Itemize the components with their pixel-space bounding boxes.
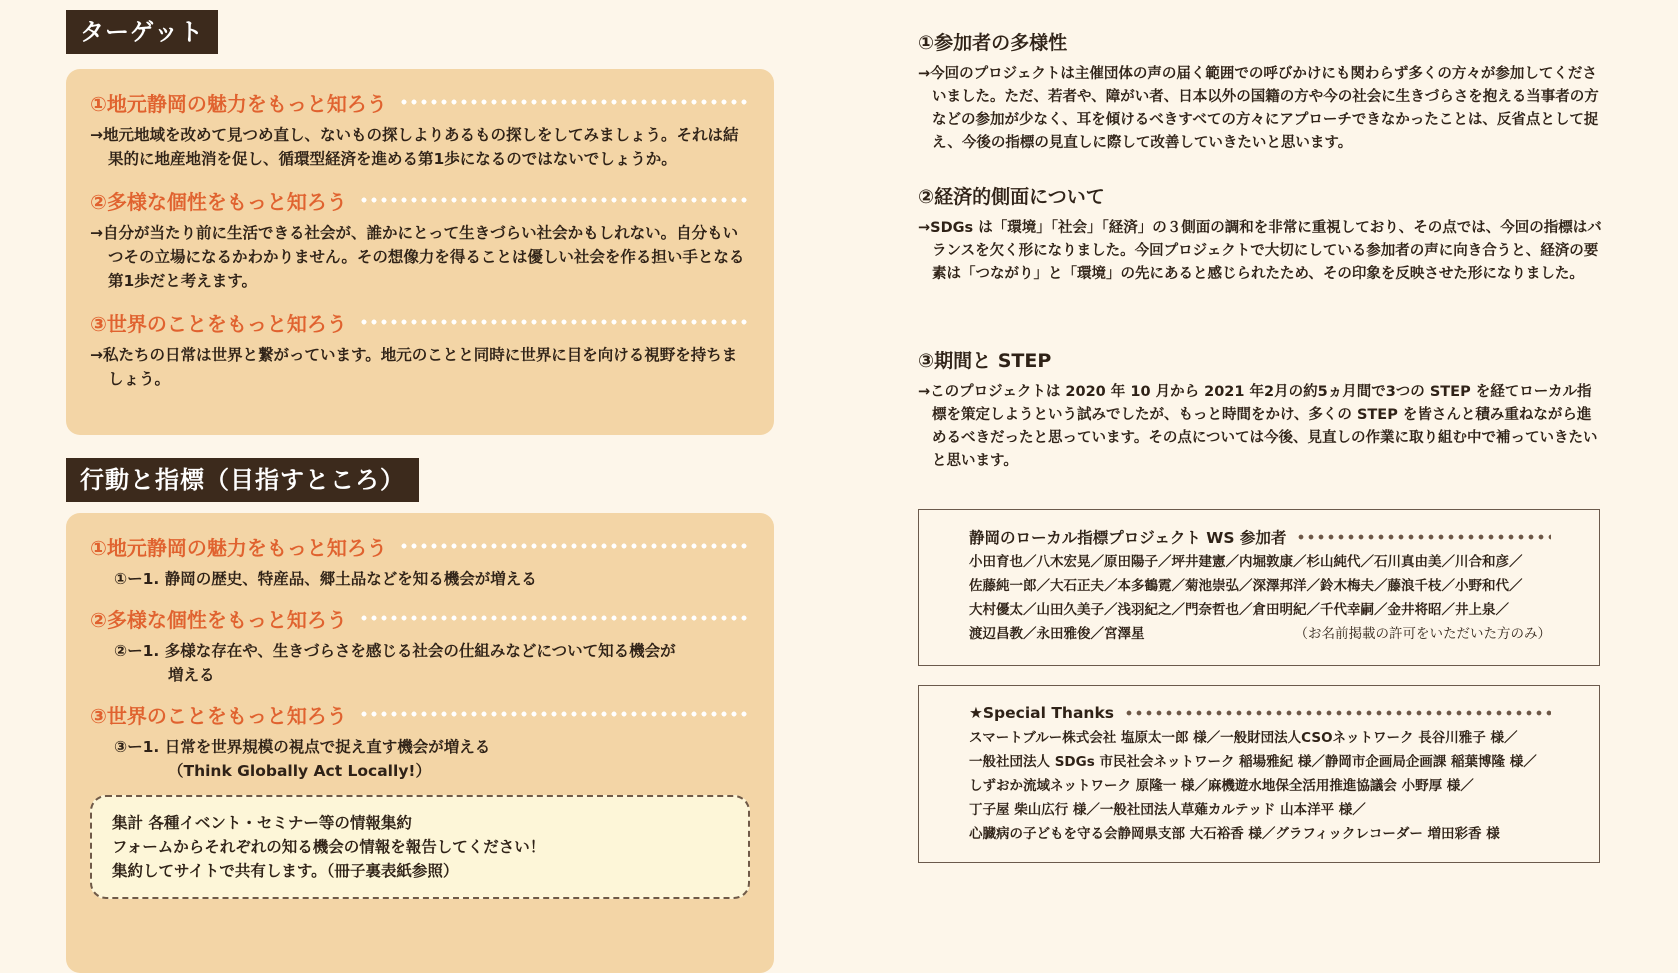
dotted-divider: [359, 615, 750, 621]
action-panel: [66, 513, 774, 973]
participants-title-text: 静岡のローカル指標プロジェクト WS 参加者: [969, 529, 1287, 547]
reflection-1: [918, 28, 1603, 155]
action-section-2-title: [90, 603, 750, 633]
item-text: 多様な存在や、生きづらさを感じる社会の仕組みなどについて知る機会が: [164, 642, 676, 660]
action-section-3-title: [90, 699, 750, 729]
target-heading: ターゲット: [66, 10, 218, 54]
permission-note: （お名前掲載の許可をいただいた方のみ）: [1294, 626, 1551, 642]
reflection-3: [918, 346, 1603, 473]
participant-line: 大村優太／山田久美子／浅羽紀之／門奈哲也／倉田明紀／千代幸嗣／金井将昭／井上泉／: [969, 602, 1509, 618]
dotted-divider: [399, 543, 750, 549]
dotted-divider: [359, 711, 750, 717]
action-section-1-title: [90, 531, 750, 561]
participant-line: [969, 622, 1551, 646]
target-section-3-body: →私たちの日常は世界と繋がっています。地元のことと同時に世界に目を向ける視野を持ちましょう。: [90, 346, 738, 388]
thanks-line: しずおか流域ネットワーク 原隆一 様／麻機遊水地保全活用推進協議会 小野厚 様／: [969, 778, 1474, 794]
item-text-continued: （Think Globally Act Locally!）: [168, 762, 431, 780]
special-thanks-title: [969, 700, 1551, 726]
report-notice-box: [90, 795, 750, 899]
action-item-1: [90, 567, 750, 591]
dotted-divider: [1124, 710, 1551, 716]
target-panel: [66, 69, 774, 435]
reflection-title: ①参加者の多様性: [918, 32, 1068, 54]
item-number: ②ー1.: [114, 642, 160, 660]
section-title-text: ②多様な個性をもっと知ろう: [90, 607, 347, 632]
reflection-body: →このプロジェクトは 2020 年 10 月から 2021 年2月の約5ヵ月間で3つの STEP を経てローカル指標を策定しようという試みでしたが、もっと時間をかけ、多くの STEP を皆さんと積み重ねながら進めるべきだったと思っています。その点については今後、見直しの作業に取り組む中で補っていきたいと思います。: [918, 384, 1598, 469]
thanks-line: 心臓病の子どもを守る会静岡県支部 大石裕香 様／グラフィックレコーダー 増田彩香 様: [969, 826, 1500, 842]
reflection-title: ②経済的側面について: [918, 186, 1105, 208]
thanks-line: 一般社団法人 SDGs 市民社会ネットワーク 稲場雅紀 様／静岡市企画局企画課 稲葉博隆 様／: [969, 754, 1537, 770]
item-text-continued: 増える: [168, 666, 215, 684]
reflection-title: ③期間と STEP: [918, 350, 1052, 372]
special-thanks-title-text: ★Special Thanks: [969, 704, 1114, 722]
dotted-divider: [359, 197, 750, 203]
action-heading: 行動と指標（目指すところ）: [66, 458, 419, 502]
notice-line: 集計 各種イベント・セミナー等の情報集約: [112, 814, 412, 832]
section-title-text: ③世界のことをもっと知ろう: [90, 311, 347, 336]
item-number: ①ー1.: [114, 570, 160, 588]
notice-line: 集約してサイトで共有します。（冊子裏表紙参照）: [112, 862, 459, 880]
action-item-2: [90, 639, 750, 687]
notice-line: フォームからそれぞれの知る機会の情報を報告してください！: [112, 838, 546, 856]
reflection-body: →SDGs は「環境」「社会」「経済」の３側面の調和を非常に重視しており、その点では、今回の指標はバランスを欠く形になりました。今回プロジェクトで大切にしている参加者の声に向き合うと、経済の要素は「つながり」と「環境」の先にあると感じられたため、その印象を反映させた形になりました。: [918, 220, 1602, 282]
special-thanks-box: [918, 685, 1600, 863]
thanks-line: 丁子屋 柴山広行 様／一般社団法人草薙カルテッド 山本洋平 様／: [969, 802, 1366, 818]
section-title-text: ③世界のことをもっと知ろう: [90, 703, 347, 728]
dotted-divider: [399, 99, 750, 105]
target-section-2-body: →自分が当たり前に生活できる社会が、誰かにとって生きづらい社会かもしれない。自分もいつその立場になるかわかりません。その想像力を得ることは優しい社会を作る担い手となる第1歩だと考えます。: [90, 224, 745, 290]
participant-names: 渡辺昌教／永田雅俊／宮澤星: [969, 626, 1145, 642]
participants-box: [918, 509, 1600, 666]
target-section-3-title: [90, 307, 750, 337]
item-text: 日常を世界規模の視点で捉え直す機会が増える: [164, 738, 491, 756]
participant-line: 小田育也／八木宏晃／原田陽子／坪井建憲／内堀敦康／杉山純代／石川真由美／川合和彦／: [969, 554, 1523, 570]
dotted-divider: [359, 319, 750, 325]
section-title-text: ①地元静岡の魅力をもっと知ろう: [90, 91, 387, 116]
item-text: 静岡の歴史、特産品、郷土品などを知る機会が増える: [164, 570, 537, 588]
target-section-1-body: →地元地域を改めて見つめ直し、ないもの探しよりあるもの探しをしてみましょう。それは結果的に地産地消を促し、循環型経済を進める第1歩になるのではないでしょうか。: [90, 126, 739, 168]
section-title-text: ①地元静岡の魅力をもっと知ろう: [90, 535, 387, 560]
thanks-line: スマートブルー株式会社 塩原太一郎 様／一般財団法人CSOネットワーク 長谷川雅子 様／: [969, 730, 1518, 746]
dotted-divider: [1296, 534, 1551, 540]
target-section-1-title: [90, 87, 750, 117]
participant-line: 佐藤純一郎／大石正夫／本多鶴霓／菊池崇弘／深澤邦洋／鈴木梅夫／藤浪千枝／小野和代／: [969, 578, 1523, 594]
section-title-text: ②多様な個性をもっと知ろう: [90, 189, 347, 214]
action-item-3: [90, 735, 750, 783]
target-section-2-title: [90, 185, 750, 215]
reflection-body: →今回のプロジェクトは主催団体の声の届く範囲での呼びかけにも関わらず多くの方々が参加してくださいました。ただ、若者や、障がい者、日本以外の国籍の方や今の社会に生きづらさを抱える当事者の方などの参加が少なく、耳を傾けるべきすべての方々にアプローチできなかったことは、反省点として捉え、今後の指標の見直しに際して改善していきたいと思います。: [918, 66, 1599, 151]
participants-title: [969, 524, 1551, 550]
item-number: ③ー1.: [114, 738, 160, 756]
reflection-2: [918, 182, 1603, 286]
